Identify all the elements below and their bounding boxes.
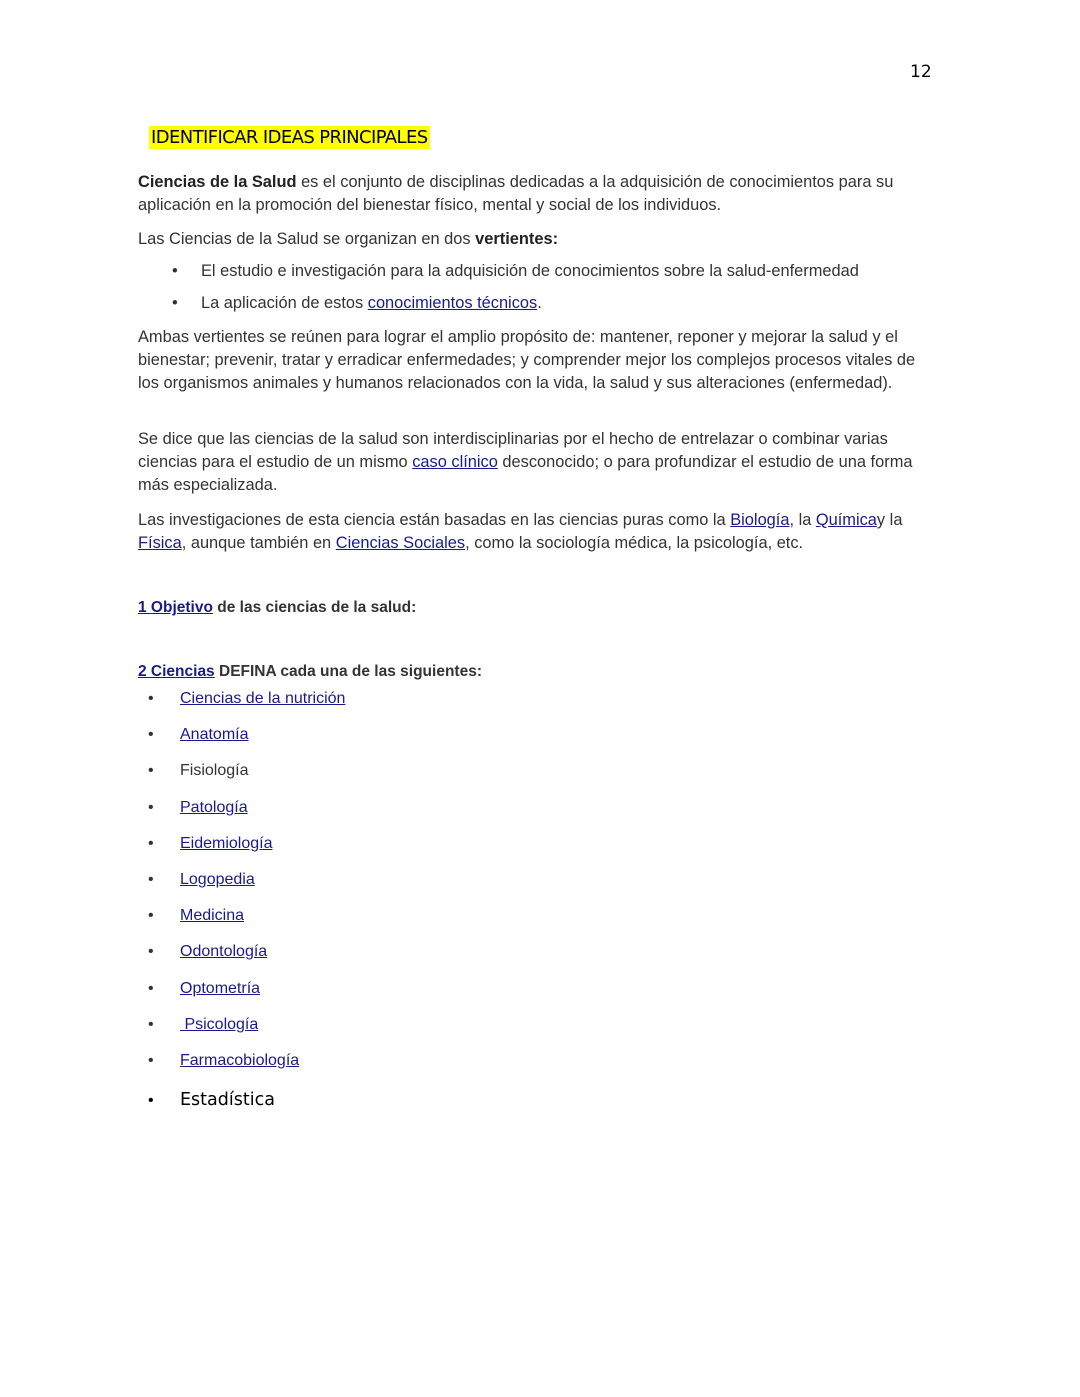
science-link[interactable]: Optometría xyxy=(180,979,261,997)
bullet-item xyxy=(172,294,542,313)
bullet-icon: • xyxy=(148,871,154,888)
science-link[interactable]: Farmacobiología xyxy=(180,1052,300,1069)
bold-term: Ciencias de la Salud xyxy=(138,173,297,191)
science-link[interactable]: Psicología xyxy=(180,1015,259,1033)
bullet-icon: • xyxy=(148,798,154,816)
link-quimica[interactable]: Química xyxy=(815,511,877,529)
science-link[interactable]: Odontología xyxy=(180,943,268,961)
science-link[interactable]: Ciencias de la nutrición xyxy=(180,690,346,707)
text: Las investigaciones de esta ciencia están basadas en las ciencias puras como la xyxy=(138,511,731,529)
paragraph-interdisciplinarias xyxy=(138,428,938,497)
paragraph-investigaciones xyxy=(138,509,938,555)
bullet-icon: • xyxy=(148,1092,154,1109)
link-conocimientos-tecnicos[interactable]: conocimientos técnicos xyxy=(367,294,538,312)
list-item xyxy=(148,907,244,925)
paragraph-definition xyxy=(138,171,938,217)
list-item xyxy=(148,799,248,817)
link-ciencias-sociales[interactable]: Ciencias Sociales xyxy=(335,534,466,552)
list-item xyxy=(148,1052,299,1070)
bullet-icon: • xyxy=(148,1015,154,1033)
text: Se dice que las ciencias de la salud son interdisciplinarias por el hecho de entrelazar o combinar varias ciencias para el estudio de un mismo xyxy=(138,430,888,471)
science-link[interactable]: Eidemiología xyxy=(180,834,273,852)
text: de las ciencias de la salud: xyxy=(212,599,417,616)
text: , la xyxy=(789,511,816,529)
list-item xyxy=(148,871,255,889)
text: y la xyxy=(876,511,903,529)
list-item xyxy=(148,762,248,780)
list-item xyxy=(148,943,267,961)
question-1 xyxy=(138,596,938,619)
text: desconocido; o para profundizar el estudio de una forma más especializada. xyxy=(138,453,913,494)
text: El estudio e investigación para la adquisición de conocimientos sobre la salud-enfermedad xyxy=(201,262,859,280)
link-objetivo[interactable]: 1 Objetivo xyxy=(138,599,213,616)
bullet-icon: • xyxy=(172,294,178,312)
text: , como la sociología médica, la psicología, etc. xyxy=(465,534,804,552)
list-item xyxy=(148,1016,258,1034)
bullet-icon: • xyxy=(148,834,154,852)
section-heading: IDENTIFICAR IDEAS PRINCIPALES xyxy=(151,127,428,148)
bullet-icon: • xyxy=(148,726,154,744)
list-item xyxy=(148,835,273,853)
science-link[interactable]: Medicina xyxy=(180,907,245,925)
bullet-icon: • xyxy=(148,907,154,925)
science-label: Estadística xyxy=(180,1090,275,1110)
text: es el conjunto de disciplinas dedicadas a la adquisición de conocimientos para su aplicación en la promoción del bienestar físico, mental y social de los individuos. xyxy=(138,173,894,214)
list-item xyxy=(148,980,260,998)
bullet-item xyxy=(172,262,859,281)
bold-term: vertientes: xyxy=(475,230,559,248)
list-item xyxy=(148,1090,275,1110)
science-link[interactable]: Patología xyxy=(180,798,248,816)
text: DEFINA cada una de las siguientes: xyxy=(214,663,482,680)
link-fisica[interactable]: Física xyxy=(138,534,182,552)
bullet-icon: • xyxy=(148,943,154,961)
text: , aunque también en xyxy=(181,534,336,552)
paragraph-vertientes xyxy=(138,228,938,251)
page-number: 12 xyxy=(910,62,932,82)
science-link[interactable]: Logopedia xyxy=(180,871,255,888)
link-biologia[interactable]: Biología xyxy=(730,511,790,529)
bullet-icon: • xyxy=(148,690,154,707)
science-link[interactable]: Anatomía xyxy=(180,726,249,744)
paragraph-proposito: Ambas vertientes se reúnen para lograr el amplio propósito de: mantener, reponer y mejorar la salud y el bienestar; prevenir, tratar y erradicar enfermedades; y comprender mejor los complejos procesos vitales de los organismos animales y humanos relacionados con la vida, la salud y sus alteraciones (enfermedad). xyxy=(138,328,916,392)
link-caso-clinico[interactable]: caso clínico xyxy=(412,453,498,471)
list-item xyxy=(148,726,248,744)
text: La aplicación de estos xyxy=(201,294,368,312)
text: . xyxy=(537,294,542,312)
bullet-icon: • xyxy=(148,1052,154,1069)
question-2 xyxy=(138,660,938,683)
science-label: Fisiología xyxy=(180,762,249,780)
text: Las Ciencias de la Salud se organizan en dos xyxy=(138,230,476,248)
list-item xyxy=(148,690,345,708)
bullet-icon: • xyxy=(148,762,154,780)
link-ciencias[interactable]: 2 Ciencias xyxy=(138,663,215,680)
bullet-icon: • xyxy=(172,262,178,280)
bullet-icon: • xyxy=(148,979,154,997)
